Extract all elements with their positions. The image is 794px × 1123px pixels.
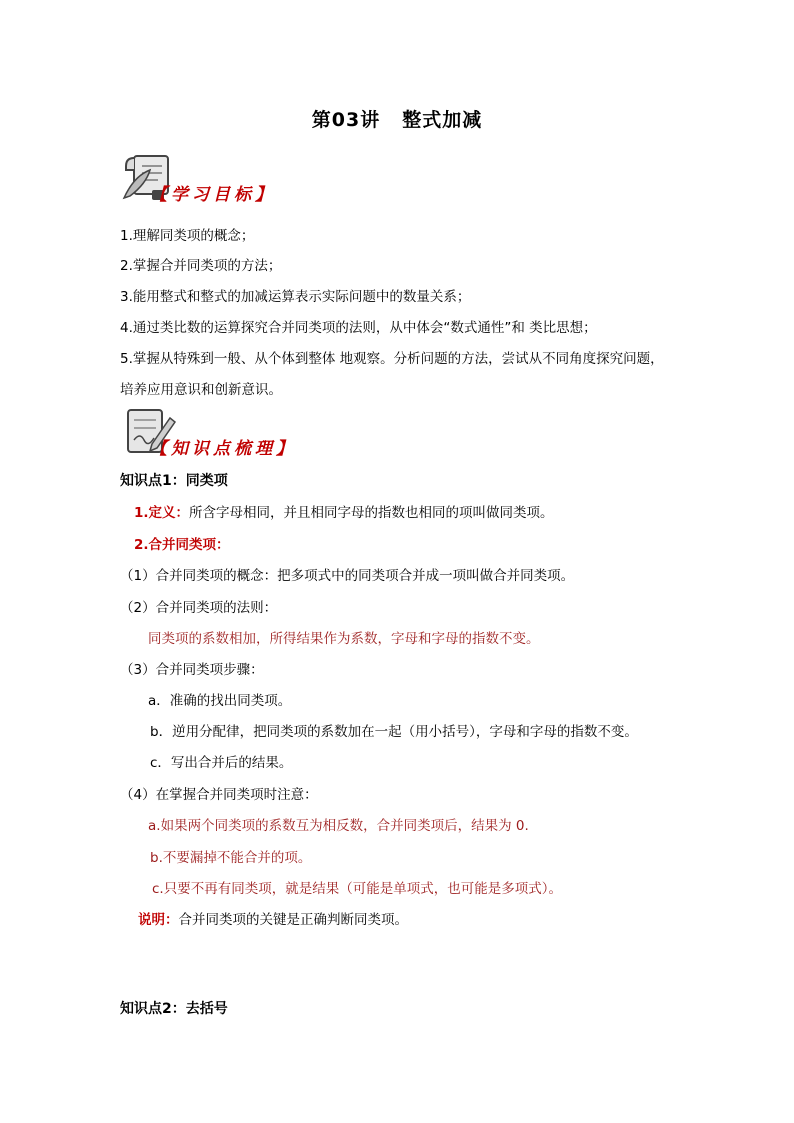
objective-item: 1.理解同类项的概念； [120,228,255,244]
objective-item: 培养应用意识和创新意识。 [120,382,282,398]
definition-label: 1.定义： [134,505,190,521]
paragraph-concept: （1）合并同类项的概念：把多项式中的同类项合并成一项叫做合并同类项。 [120,568,575,584]
knowledge-banner: 【知识点梳理】 [150,439,297,459]
step-item: a．准确的找出同类项。 [148,693,292,709]
objective-item: 2.掌握合并同类项的方法； [120,258,282,274]
definition-text: 所含字母相同，并且相同字母的指数也相同的项叫做同类项。 [189,505,554,521]
step-item: b．逆用分配律，把同类项的系数加在一起（用小括号），字母和字母的指数不变。 [150,724,638,740]
paragraph-rule: （2）合并同类项的法则： [120,600,278,616]
remark-text: 合并同类项的关键是正确判断同类项。 [178,912,408,928]
title-lesson-number: 第03讲 [311,109,381,131]
objective-item: 3.能用整式和整式的加减运算表示实际问题中的数量关系； [120,289,471,305]
step-item: c．写出合并后的结果。 [150,755,293,771]
remark-label: 说明： [138,912,179,928]
page-title [0,105,794,132]
note-item: b.不要漏掉不能合并的项。 [150,850,312,866]
merge-label: 2.合并同类项： [134,537,230,553]
section-heading-kp2: 知识点2：去括号 [120,1001,228,1017]
rule-text: 同类项的系数相加，所得结果作为系数，字母和字母的指数不变。 [148,631,540,647]
definition-line [134,501,554,521]
remark-line [138,908,408,928]
paragraph-notes: （4）在掌握合并同类项时注意： [120,787,318,803]
note-item: a.如果两个同类项的系数互为相反数，合并同类项后，结果为 0. [148,818,529,834]
note-item: c.只要不再有同类项，就是结果（可能是单项式，也可能是多项式）。 [152,881,562,897]
title-topic: 整式加减 [402,109,483,131]
section-heading-kp1: 知识点1：同类项 [120,473,228,489]
objectives-banner: 【学习目标】 [150,185,276,205]
objective-item: 5.掌握从特殊到一般、从个体到整体 地观察。分析问题的方法，尝试从不同角度探究问题， [120,351,664,367]
paragraph-steps: （3）合并同类项步骤： [120,662,264,678]
objective-item: 4.通过类比数的运算探究合并同类项的法则，从中体会“数式通性”和 类比思想； [120,320,597,336]
